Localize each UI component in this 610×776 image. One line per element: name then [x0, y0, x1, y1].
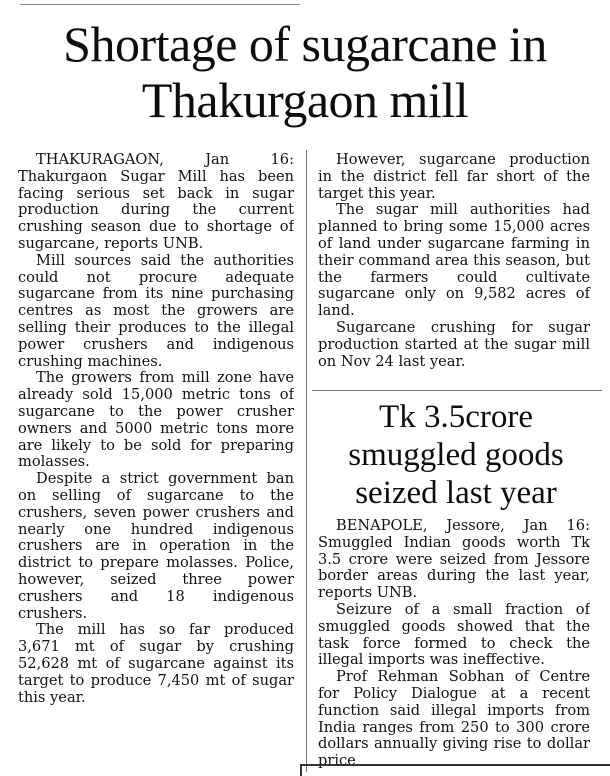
second-article-body — [318, 518, 590, 770]
paragraph: Mill sources said the authorities could not procure adequate sugarcane from its nine purchasing centres as most the growers are selling their produces to the illegal power crushers and indigenous crushing machines. — [18, 251, 294, 370]
paragraph: Despite a strict government ban on selling of sugarcane to the crushers, seven power crushers and nearly one hundred indigenous crushers are in operation in the district to prepare molasses. Police, however, seized three power crushers and 18 indigenous crushers. — [18, 470, 294, 622]
paragraph: THAKURAGAON, Jan 16: Thakurgaon Sugar Mill has been facing serious set back in sugar production during the current crushing season due to shortage of sugarcane, reports UNB. — [18, 152, 294, 252]
main-headline: Shortage of sugarcane in Thakurgaon mill — [63, 16, 547, 128]
main-article-right-column — [318, 152, 590, 370]
paragraph: BENAPOLE, Jessore, Jan 16: Smuggled Indian goods worth Tk 3.5 crore were seized from Jessore border areas during the last year, reports UNB. — [318, 518, 590, 602]
column-divider — [306, 150, 307, 772]
article-divider — [312, 390, 602, 391]
paragraph: The mill has so far produced 3,671 mt of sugar by crushing 52,628 mt of sugarcane against its target to produce 7,450 mt of sugar this year. — [18, 621, 294, 706]
paragraph: The growers from mill zone have already sold 15,000 metric tons of sugarcane to the power crusher owners and 5000 metric tons more are likely to be sold for preparing molasses. — [18, 369, 294, 471]
main-article-left-column — [18, 152, 294, 706]
paragraph: The sugar mill authorities had planned to bring some 15,000 acres of land under sugarcane farming in their command area this season, but the farmers could cultivate sugarcane only on 9,582 acres of land. — [318, 201, 590, 320]
paragraph: Seizure of a small fraction of smuggled goods showed that the task force formed to check the illegal imports was ineffective. — [318, 600, 590, 669]
paragraph: However, sugarcane production in the district fell far short of the target this year. — [318, 151, 590, 202]
second-headline: Tk 3.5crore smuggled goods seized last year — [348, 399, 564, 511]
bottom-box-rule — [300, 764, 610, 776]
paragraph: Sugarcane crushing for sugar production started at the sugar mill on Nov 24 last year. — [318, 318, 590, 370]
paragraph: Prof Rehman Sobhan of Centre for Policy Dialogue at a recent function said illegal imports from India ranges from 250 to 300 crore dollars annually giving rise to dollar price — [318, 668, 590, 770]
page-top-rule — [20, 0, 300, 5]
